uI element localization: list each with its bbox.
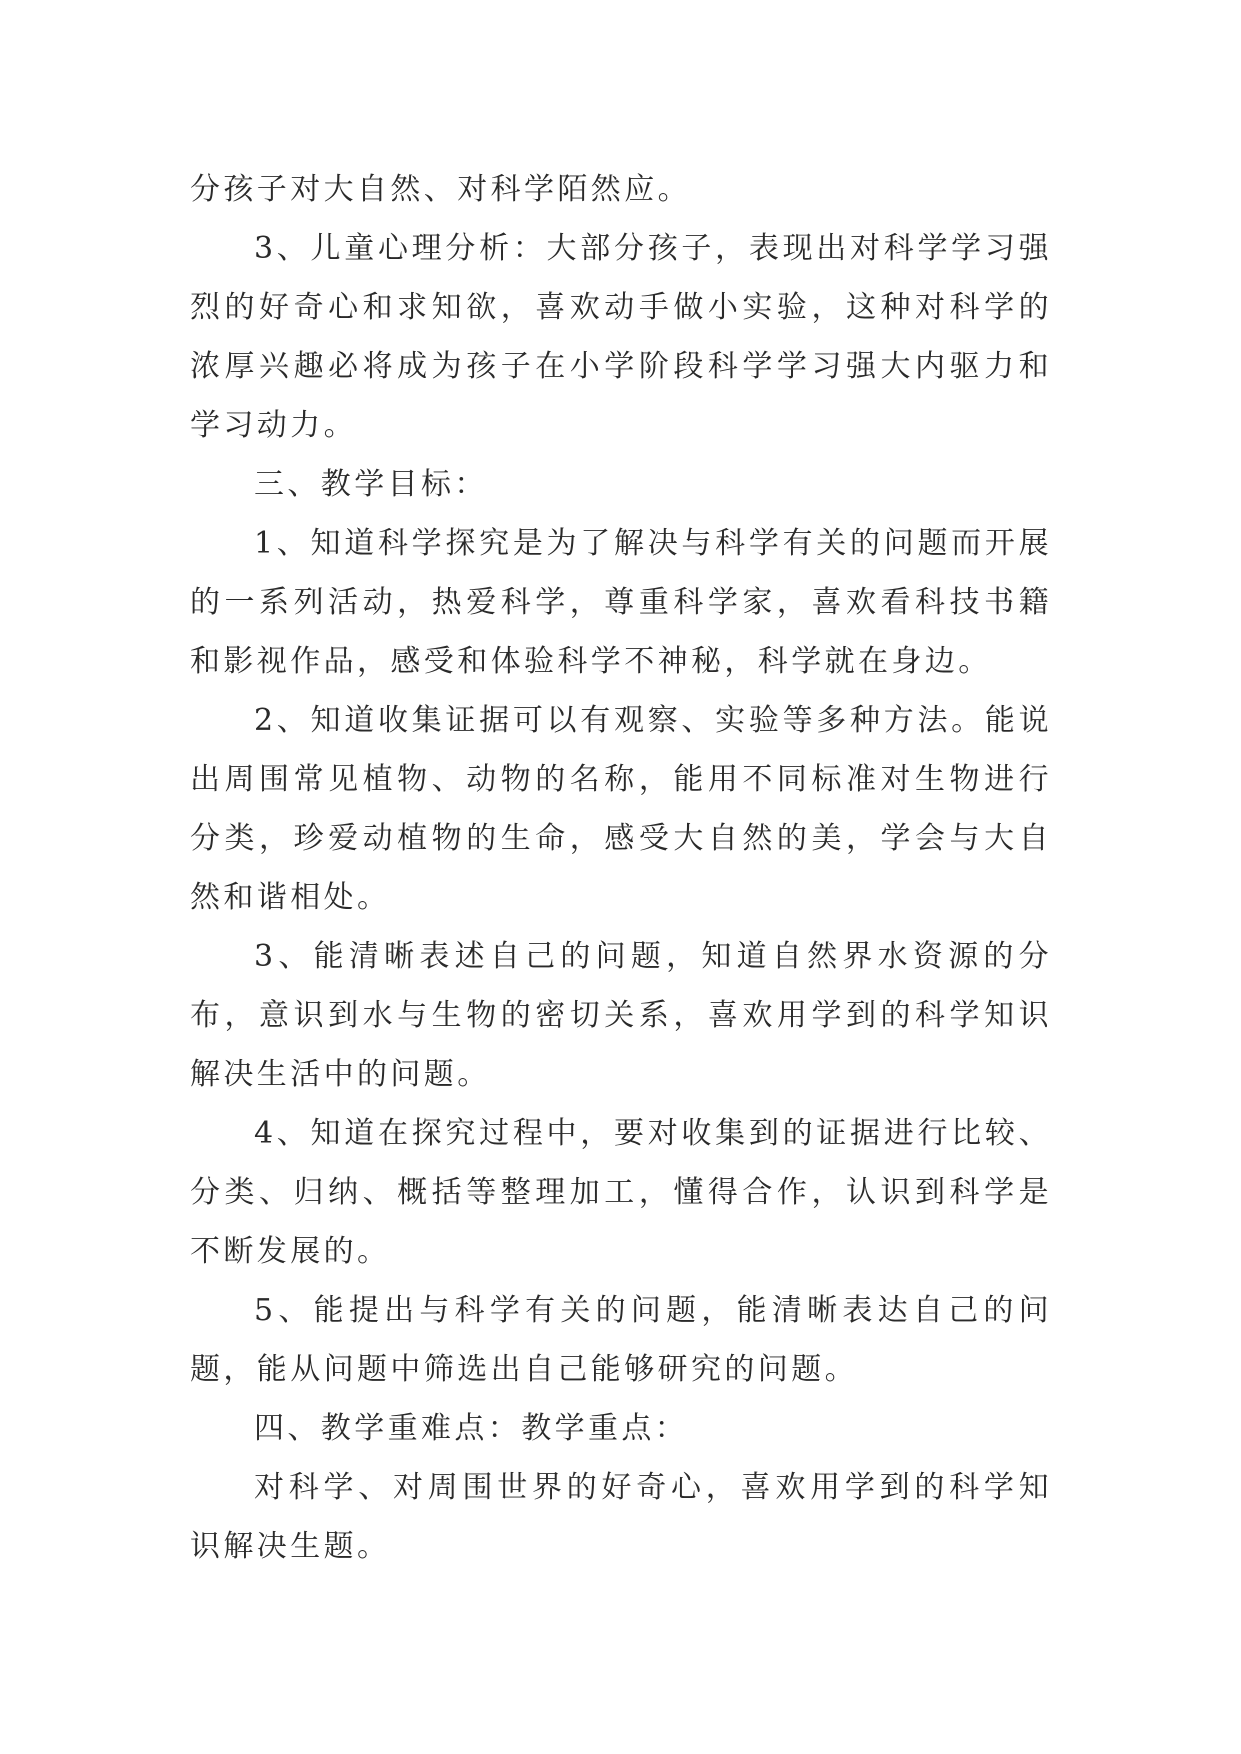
paragraph-continuation: 分孩子对大自然、对科学陌然应。 [190, 172, 691, 207]
paragraph-goal-1: 1、知道科学探究是为了解决与科学有关的问题而开展的一系列活动，热爱科学，尊重科学家，喜欢看科技书籍和影视作品，感受和体验科学不神秘，科学就在身边。 [190, 526, 1052, 679]
paragraph-goal-2: 2、知道收集证据可以有观察、实验等多种方法。能说出周围常见植物、动物的名称，能用不同标准对生物进行分类，珍爱动植物的生命，感受大自然的美，学会与大自然和谐相处。 [190, 703, 1052, 915]
paragraph-key-point: 对科学、对周围世界的好奇心，喜欢用学到的科学知识解决生题。 [190, 1470, 1052, 1564]
document-body [190, 160, 1052, 1576]
paragraph-child-psychology: 3、儿童心理分析：大部分孩子，表现出对科学学习强烈的好奇心和求知欲，喜欢动手做小实验，这种对科学的浓厚兴趣必将成为孩子在小学阶段科学学习强大内驱力和学习动力。 [190, 231, 1052, 443]
section-heading-teaching-goals: 三、教学目标： [254, 467, 488, 502]
paragraph-goal-4: 4、知道在探究过程中，要对收集到的证据进行比较、分类、归纳、概括等整理加工，懂得合作，认识到科学是不断发展的。 [190, 1116, 1052, 1269]
section-heading-key-points: 四、教学重难点：教学重点： [254, 1411, 689, 1446]
paragraph-goal-5: 5、能提出与科学有关的问题，能清晰表达自己的问题，能从问题中筛选出自己能够研究的问题。 [190, 1293, 1052, 1387]
paragraph-goal-3: 3、能清晰表述自己的问题，知道自然界水资源的分布，意识到水与生物的密切关系，喜欢用学到的科学知识解决生活中的问题。 [190, 939, 1052, 1092]
